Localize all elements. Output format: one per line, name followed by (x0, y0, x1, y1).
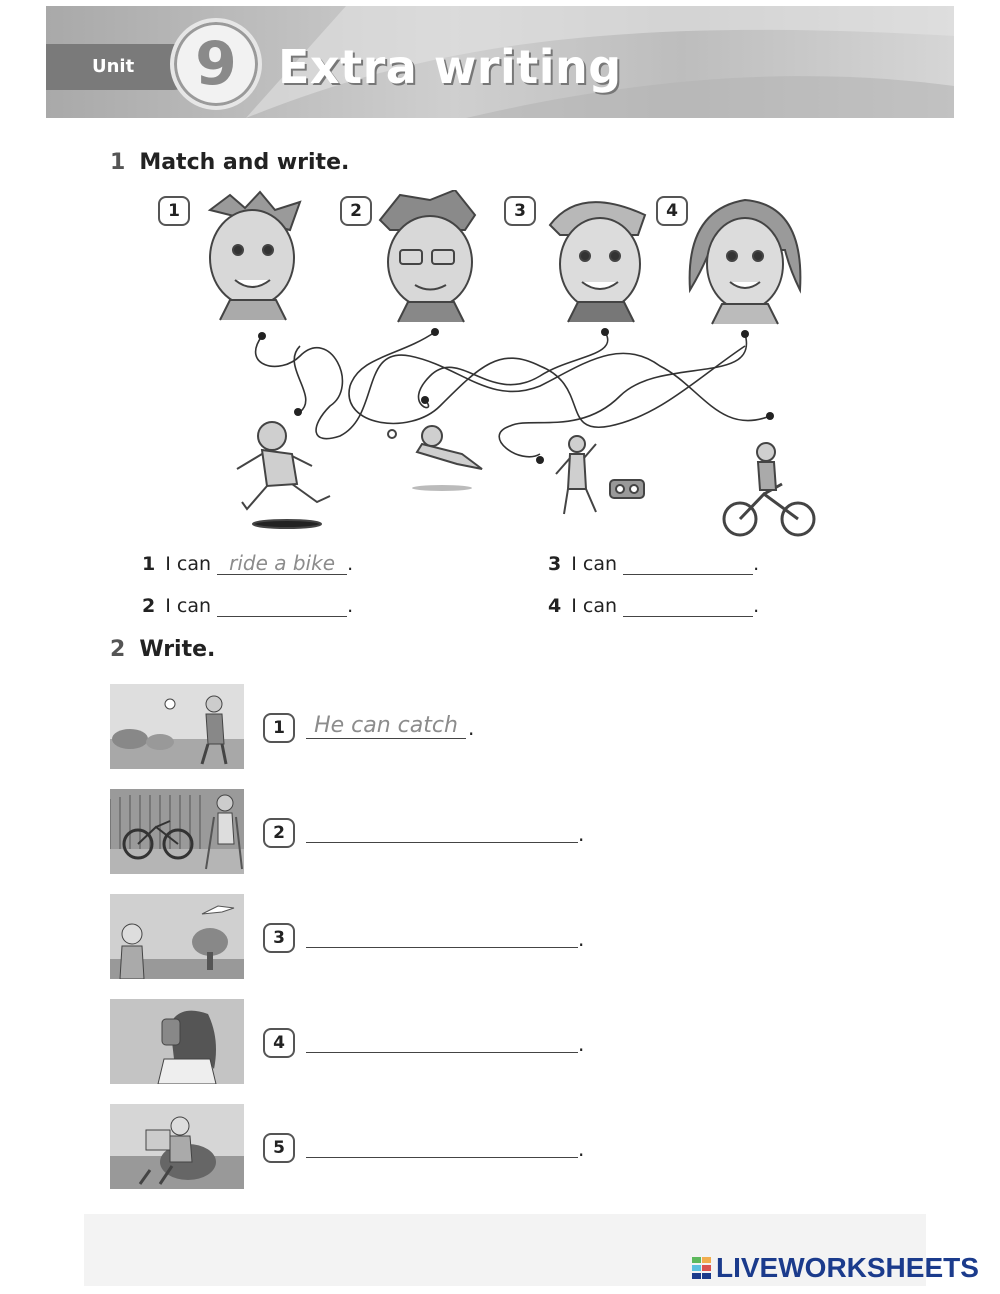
liveworksheets-logo-icon (692, 1257, 712, 1279)
face-number-2: 2 (340, 196, 372, 226)
item-2-answer-field[interactable] (306, 818, 578, 843)
boy-face-2-glasses (380, 190, 475, 322)
sentence-2-period: . (347, 595, 354, 617)
sentence-1 (142, 552, 353, 575)
item-3-answer-field[interactable] (306, 923, 578, 948)
picture-boy-watching-bird (110, 894, 244, 979)
activities-illustration (222, 414, 822, 544)
item-4-answer-field[interactable] (306, 1028, 578, 1053)
sentence-3 (548, 552, 759, 575)
item-number-3: 3 (263, 923, 295, 953)
picture-boy-catching-ball (110, 684, 244, 769)
page-title: Extra writing (278, 40, 622, 94)
exercise-1-instruction: Match and write. (139, 150, 350, 175)
dancing-boy (556, 436, 644, 514)
item-5-period: . (578, 1137, 585, 1161)
sentence-3-answer-field[interactable] (623, 552, 753, 575)
face-number-3: 3 (504, 196, 536, 226)
boy-catching-ball (388, 426, 482, 491)
picture-girl-with-crutches-and-bike (110, 789, 244, 874)
item-number-1: 1 (263, 713, 295, 743)
sentence-4-period: . (753, 595, 760, 617)
girl-riding-bike (724, 443, 814, 535)
running-girl (237, 422, 330, 528)
sentence-1-prefix: I can (165, 553, 212, 575)
item-2-period: . (578, 822, 585, 846)
sentence-2 (142, 594, 353, 617)
sentence-1-period: . (347, 553, 354, 575)
item-4-period: . (578, 1032, 585, 1056)
sentence-4-answer-field[interactable] (623, 594, 753, 617)
face-number-1: 1 (158, 196, 190, 226)
boy-face-1 (210, 192, 300, 320)
sentence-4-prefix: I can (571, 595, 618, 617)
item-3-period: . (578, 927, 585, 951)
exercise-1-heading (110, 150, 349, 175)
item-number-4: 4 (263, 1028, 295, 1058)
sentence-3-prefix: I can (571, 553, 618, 575)
exercise-2-number: 2 (110, 637, 126, 662)
sentence-2-answer-field[interactable] (217, 594, 347, 617)
picture-boy-reading-book (110, 1104, 244, 1189)
sentence-2-prefix: I can (165, 595, 212, 617)
sentence-1-answer-field[interactable]: ride a bike (217, 552, 347, 575)
item-1-period: . (468, 716, 475, 740)
exercise-2-heading (110, 637, 215, 662)
children-faces-illustration (190, 190, 810, 330)
picture-girl-listening-to-shell (110, 999, 244, 1084)
item-number-5: 5 (263, 1133, 295, 1163)
face-number-4: 4 (656, 196, 688, 226)
item-1-answer-field[interactable]: He can catch (306, 714, 466, 739)
sentence-3-period: . (753, 553, 760, 575)
sentence-2-number: 2 (142, 595, 156, 617)
sentence-4-number: 4 (548, 595, 562, 617)
boy-face-3-freckles (550, 202, 645, 322)
sentence-3-number: 3 (548, 553, 562, 575)
sentence-4 (548, 594, 759, 617)
item-5-answer-field[interactable] (306, 1133, 578, 1158)
exercise-1-number: 1 (110, 150, 126, 175)
sentence-1-number: 1 (142, 553, 156, 575)
liveworksheets-logo[interactable]: LIVEWORKSHEETS (716, 1252, 979, 1283)
unit-number: 9 (195, 29, 237, 99)
unit-label: Unit (92, 56, 135, 77)
exercise-2-instruction: Write. (139, 637, 216, 662)
girl-face-4 (690, 200, 801, 324)
item-number-2: 2 (263, 818, 295, 848)
